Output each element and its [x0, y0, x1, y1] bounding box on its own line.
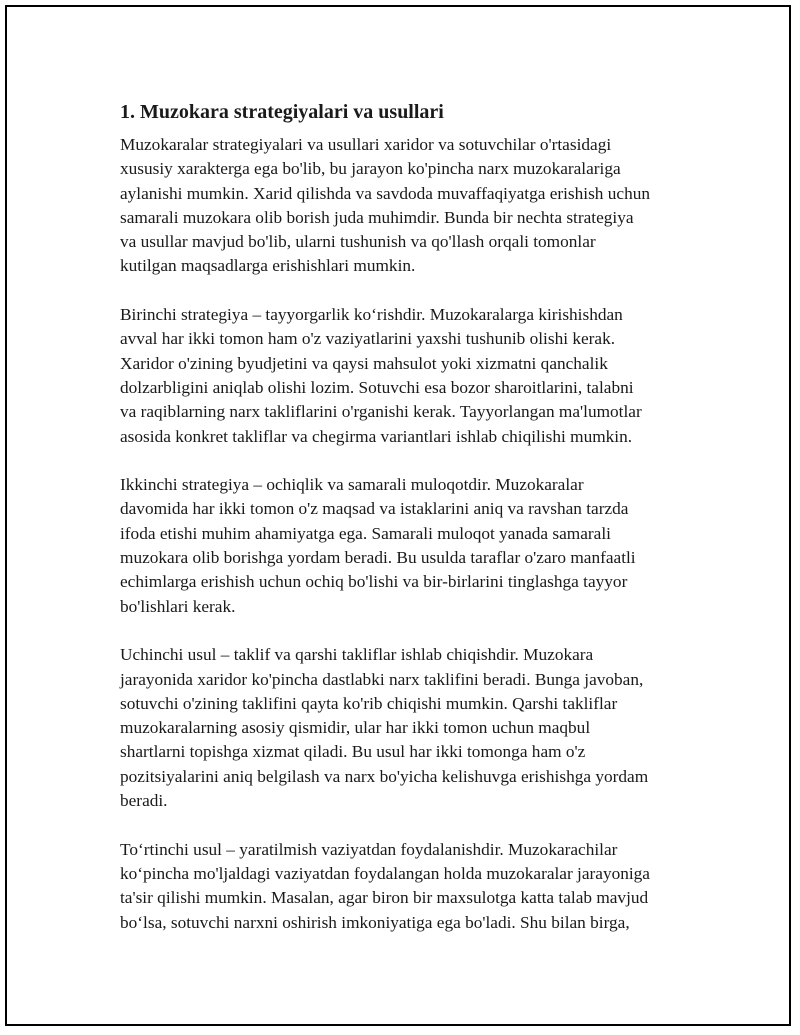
text-line: Ikkinchi strategiya – ochiqlik va samarali muloqotdir. Muzokaralar: [120, 475, 584, 495]
text-line: jarayonida xaridor ko'pincha dastlabki narx taklifini beradi. Bunga javoban,: [120, 669, 644, 689]
text-line: muzokaralarning asosiy qismidir, ular har ikki tomon uchun maqbul: [120, 718, 591, 738]
text-line: xususiy xarakterga ega bo'lib, bu jarayon ko'pincha narx muzokaralariga: [120, 159, 621, 179]
text-line: To‘rtinchi usul – yaratilmish vaziyatdan foydalanishdir. Muzokarachilar: [120, 839, 618, 859]
text-line: beradi.: [120, 791, 168, 811]
text-line: bo‘lsa, sotuvchi narxni oshirish imkoniyatiga ega bo'ladi. Shu bilan birga,: [120, 912, 630, 932]
text-line: ko‘pincha mo'ljaldagi vaziyatdan foydalangan holda muzokaralar jarayoniga: [120, 863, 650, 883]
text-line: samarali muzokara olib borish juda muhimdir. Bunda bir nechta strategiya: [120, 207, 634, 227]
text-line: va usullar mavjud bo'lib, ularni tushunish va qo'llash orqali tomonlar: [120, 232, 596, 252]
section-title: 1. Muzokara strategiyalari va usullari: [120, 101, 444, 123]
paragraph-4: [120, 643, 700, 813]
page-frame: [5, 5, 791, 1026]
text-line: Muzokaralar strategiyalari va usullari xaridor va sotuvchilar o'rtasidagi: [120, 135, 612, 154]
text-line: pozitsiyalarini aniq belgilash va narx bo'yicha kelishuvga erishishga yordam: [120, 766, 649, 786]
document-body: [120, 97, 700, 959]
text-line: ta'sir qilishi mumkin. Masalan, agar biron bir maxsulotga katta talab mavjud: [120, 888, 649, 908]
text-line: kutilgan maqsadlarga erishishlari mumkin.: [120, 256, 416, 276]
text-line: muzokara olib borishga yordam beradi. Bu usulda taraflar o'zaro manfaatli: [120, 548, 636, 568]
text-line: va raqiblarning narx takliflarini o'rganishi kerak. Tayyorlangan ma'lumotlar: [120, 402, 642, 422]
text-line: avval har ikki tomon ham o'z vaziyatlarini yaxshi tushunib olishi kerak.: [120, 329, 616, 349]
text-line: ifoda etishi muhim ahamiyatga ega. Samarali muloqot yanada samarali: [120, 523, 611, 543]
text-line: davomida har ikki tomon o'z maqsad va istaklarini aniq va ravshan tarzda: [120, 499, 629, 519]
text-line: Xaridor o'zining byudjetini va qaysi mahsulot yoki xizmatni qanchalik: [120, 353, 608, 373]
text-line: asosida konkret takliflar va chegirma variantlari ishlab chiqilishi mumkin.: [120, 426, 633, 446]
text-line: sotuvchi o'zining taklifini qayta ko'rib chiqishi mumkin. Qarshi takliflar: [120, 693, 618, 713]
paragraph-2: [120, 303, 700, 449]
text-line: Birinchi strategiya – tayyorgarlik ko‘rishdir. Muzokaralarga kirishishdan: [120, 305, 623, 325]
paragraph-1: [120, 133, 700, 279]
paragraph-3: [120, 473, 700, 619]
text-line: dolzarbligini aniqlab olishi lozim. Sotuvchi esa bozor sharoitlarini, talabni: [120, 377, 634, 397]
text-line: shartlarni topishga xizmat qiladi. Bu usul har ikki tomonga ham o'z: [120, 742, 586, 762]
paragraph-5: [120, 838, 700, 935]
text-line: aylanishi mumkin. Xarid qilishda va savdoda muvaffaqiyatga erishish uchun: [120, 183, 651, 203]
text-line: Uchinchi usul – taklif va qarshi takliflar ishlab chiqishdir. Muzokara: [120, 645, 594, 665]
text-line: echimlarga erishish uchun ochiq bo'lishi va bir-birlarini tinglashga tayyor: [120, 572, 628, 592]
text-line: bo'lishlari kerak.: [120, 596, 236, 616]
